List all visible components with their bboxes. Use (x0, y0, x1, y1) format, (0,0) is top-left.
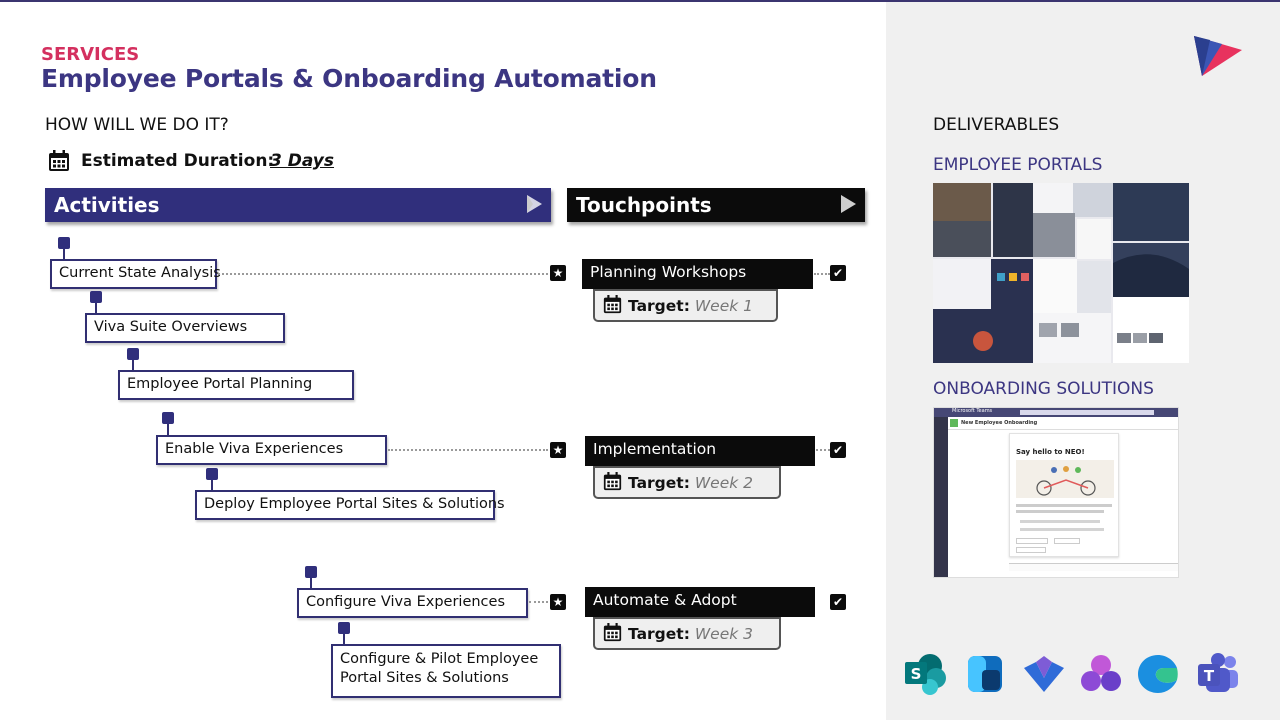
activity-node (305, 566, 317, 578)
connector-line (529, 601, 548, 603)
target-label: Target: (628, 625, 690, 643)
teams-app-rail (934, 417, 948, 578)
teams-search-bar (1020, 410, 1154, 415)
card-text-line (1020, 528, 1104, 531)
card-text-line (1020, 520, 1100, 523)
card-text-line (1016, 504, 1112, 507)
divider (948, 429, 1179, 430)
touchpoint-target (593, 289, 778, 322)
loop-icon (964, 652, 1008, 696)
checkbox-checked-icon: ✔ (830, 265, 846, 281)
duration-value: 3 Days (270, 151, 335, 171)
connector-line (388, 449, 548, 451)
activity-node (162, 412, 174, 424)
touchpoint-target (593, 466, 781, 499)
activity-node (206, 468, 218, 480)
connector-line (816, 449, 830, 451)
target-value: Week 3 (694, 625, 754, 643)
page-title: Employee Portals & Onboarding Automation (41, 64, 657, 93)
activity-employee-portal-planning: Employee Portal Planning (118, 370, 354, 400)
activity-enable-viva-experiences: Enable Viva Experiences (156, 435, 387, 465)
teams-app-title: Microsoft Teams (952, 408, 993, 414)
compose-box[interactable] (1009, 563, 1179, 571)
activity-current-state-analysis: Current State Analysis (50, 259, 217, 289)
calendar-icon (603, 472, 622, 491)
checkbox-checked-icon: ✔ (830, 442, 846, 458)
employee-portals-screenshot (933, 183, 1189, 363)
checkbox-checked-icon: ✔ (830, 594, 846, 610)
activities-banner (45, 188, 551, 222)
calendar-icon (603, 295, 622, 314)
teams-channel-name: New Employee Onboarding (961, 420, 1038, 426)
company-logo (1192, 28, 1244, 78)
card-greeting: Say hello to NEO! (1016, 448, 1085, 456)
viva-icon (1022, 652, 1066, 696)
svg-text:S: S (910, 665, 922, 683)
activity-node (90, 291, 102, 303)
viva-engage-icon (1079, 652, 1123, 696)
touchpoints-banner (567, 188, 865, 222)
duration-label: Estimated Duration: (81, 151, 275, 171)
touchpoint-automate-adopt: Automate & Adopt (585, 587, 815, 617)
card-action-button[interactable] (1054, 538, 1080, 544)
approach-heading: HOW WILL WE DO IT? (45, 115, 229, 135)
sharepoint-icon (904, 652, 948, 696)
channel-icon (950, 419, 958, 427)
tandem-bike-illustration (1016, 460, 1114, 498)
calendar-icon (603, 623, 622, 642)
touchpoint-target (593, 617, 781, 650)
target-value: Week 2 (694, 474, 754, 492)
activity-label-line2: Portal Sites & Solutions (340, 670, 509, 686)
card-action-button[interactable] (1016, 547, 1046, 553)
activity-label-line1: Configure & Pilot Employee (340, 651, 539, 667)
activity-configure-pilot-portal-sites (331, 644, 561, 698)
connector-line (218, 273, 548, 275)
calendar-icon (48, 150, 70, 172)
teams-titlebar (934, 408, 1179, 417)
touchpoint-implementation: Implementation (585, 436, 815, 466)
activity-configure-viva-experiences: Configure Viva Experiences (297, 588, 528, 618)
star-icon: ★ (550, 594, 566, 610)
play-arrow-icon (525, 194, 543, 214)
card-text-line (1016, 510, 1104, 513)
employee-portals-heading: EMPLOYEE PORTALS (933, 155, 1103, 175)
edge-icon (1136, 652, 1180, 696)
svg-text:T: T (1203, 667, 1215, 685)
adaptive-card (1009, 433, 1119, 557)
deliverables-heading: DELIVERABLES (933, 115, 1060, 135)
card-action-button[interactable] (1016, 538, 1048, 544)
target-label: Target: (628, 474, 690, 492)
touchpoint-planning-workshops: Planning Workshops (582, 259, 813, 289)
card-illustration (1016, 460, 1114, 498)
star-icon: ★ (550, 442, 566, 458)
activity-node (127, 348, 139, 360)
activities-banner-label: Activities (54, 193, 160, 217)
activity-viva-suite-overviews: Viva Suite Overviews (85, 313, 285, 343)
target-label: Target: (628, 297, 690, 315)
onboarding-solutions-heading: ONBOARDING SOLUTIONS (933, 379, 1154, 399)
teams-icon (1196, 652, 1240, 696)
activity-deploy-portal-sites: Deploy Employee Portal Sites & Solutions (195, 490, 495, 520)
activity-node (58, 237, 70, 249)
touchpoints-banner-label: Touchpoints (576, 193, 712, 217)
section-kicker: SERVICES (41, 44, 140, 65)
activity-node (338, 622, 350, 634)
target-value: Week 1 (694, 297, 754, 315)
connector-line (814, 273, 830, 275)
star-icon: ★ (550, 265, 566, 281)
onboarding-teams-screenshot (933, 407, 1179, 578)
play-arrow-icon (839, 194, 857, 214)
